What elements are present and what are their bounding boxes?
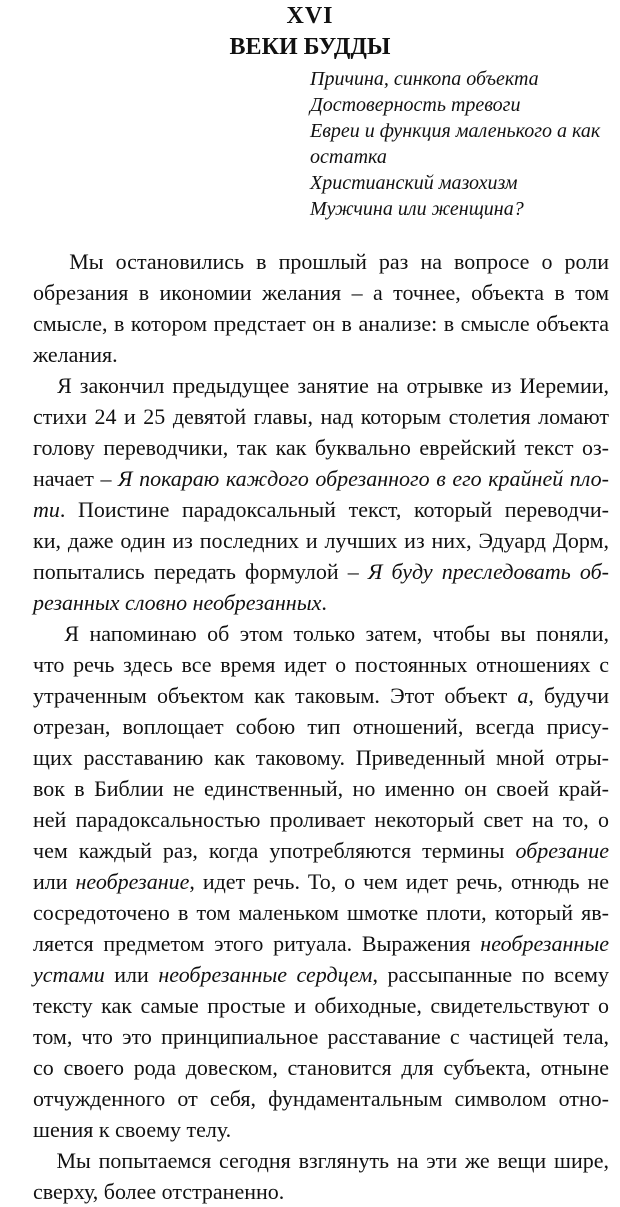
text-line: щих расставанию как таковому. Приведенный мной отры- [33, 745, 609, 770]
text-line: сосредоточено в том маленьком шмотке плоти, который яв- [33, 900, 609, 925]
text-line [33, 494, 609, 525]
chapter-number: XVI [286, 3, 334, 29]
epigraph-line: Мужчина или женщина? [310, 198, 524, 220]
text-line: вок в Библии не единственный, но именно он своей край- [33, 776, 609, 801]
epigraph-line: Причина, синкопа объекта [310, 68, 539, 90]
text-line [33, 959, 609, 990]
term-italic: необрезанные [480, 931, 609, 956]
text-line: обрезания в икономии желания – а точнее, объекта в том [33, 280, 609, 305]
text-run: утраченным объектом как таковым. Этот объект [33, 683, 518, 708]
text-line: том, что это принципиальное расставание с частицей тела, [33, 1024, 609, 1049]
text-line: желания. [33, 342, 118, 367]
text-run: Я напоминаю об этом только затем, чтобы вы поняли, [64, 621, 610, 646]
body-paragraph [33, 1145, 609, 1207]
chapter-epigraph [310, 66, 610, 222]
text-line: смысле, в котором предстает он в анализе: в смысле объекта [33, 311, 609, 336]
term-italic: необрезание [75, 869, 190, 894]
text-run: . [321, 590, 327, 615]
text-line [33, 1145, 609, 1176]
text-line: что речь здесь все время идет о постоянных отношениях с [33, 652, 609, 677]
quote-italic: ти [33, 497, 60, 522]
text-run: Мы остановились в прошлый раз на вопросе о роли [69, 249, 610, 274]
text-line: ней парадоксальностью проливает некоторый свет на то, о [33, 807, 609, 832]
epigraph-line: остатка [310, 146, 387, 168]
chapter-body [33, 246, 609, 1207]
text-line: тексту как самые простые и обиходные, свидетельствуют о [33, 993, 609, 1018]
text-line [33, 866, 609, 897]
term-italic: необрезанные сердцем [158, 962, 373, 987]
text-line [33, 835, 609, 866]
text-line [33, 928, 609, 959]
term-italic: a [517, 683, 529, 708]
text-run: Мы попытаемся сегодня взглянуть на эти же вещи шире, [56, 1148, 609, 1173]
text-run: начает – [33, 466, 119, 491]
body-paragraph [33, 246, 609, 370]
quote-italic: Я буду преследовать об- [367, 559, 609, 584]
term-italic: устами [33, 962, 105, 987]
text-line [33, 370, 609, 401]
text-run: чем каждый раз, когда употребляются термины [33, 838, 516, 863]
text-line [33, 680, 609, 711]
text-line [33, 246, 609, 277]
text-run: или [33, 869, 76, 894]
text-line [33, 587, 609, 618]
text-line: шения к своему телу. [33, 1117, 232, 1142]
text-line: отрезан, воплощает собою тип отношений, всегда прису- [33, 714, 609, 739]
quote-italic: резанных словно необрезанных [33, 590, 322, 615]
text-line: голову переводчики, так как буквально еврейский текст оз- [33, 435, 609, 460]
text-line: ки, даже один из последних и лучших из них, Эдуард Дорм, [33, 528, 609, 553]
epigraph-line: Христианский мазохизм [310, 172, 518, 194]
text-line: со своего рода довеском, становится для субъекта, отныне [33, 1055, 609, 1080]
text-line [33, 618, 609, 649]
quote-italic: Я покараю каждого обрезанного в его крайней пло- [118, 466, 609, 491]
text-line: сверху, более отстраненно. [33, 1179, 285, 1204]
body-paragraph [33, 618, 609, 1145]
text-run: , идет речь. То, о чем идет речь, отнюдь не [189, 869, 609, 894]
text-line: отчужденного от себя, фундаментальным символом отно- [33, 1086, 609, 1111]
text-line: стихи 24 и 25 девятой главы, над которым столетия ломают [33, 404, 609, 429]
text-run: Я закончил предыдущее занятие на отрывке из Иеремии, [57, 373, 610, 398]
text-run: попытались передать формулой – [33, 559, 368, 584]
chapter-title: ВЕКИ БУДДЫ [229, 34, 391, 60]
epigraph-line: Евреи и функция маленького a как [310, 120, 601, 142]
term-italic: обрезание [515, 838, 609, 863]
text-run: , рассыпанные по всему [372, 962, 609, 987]
text-line [33, 556, 609, 587]
text-run: . Поистине парадоксальный текст, который переводчи- [59, 497, 609, 522]
epigraph-line: Достоверность тревоги [310, 94, 521, 116]
text-run: ляется предметом этого ритуала. Выражения [33, 931, 481, 956]
text-line [33, 463, 609, 494]
text-run: или [104, 962, 159, 987]
body-paragraph [33, 370, 609, 618]
text-run: , будучи [528, 683, 609, 708]
